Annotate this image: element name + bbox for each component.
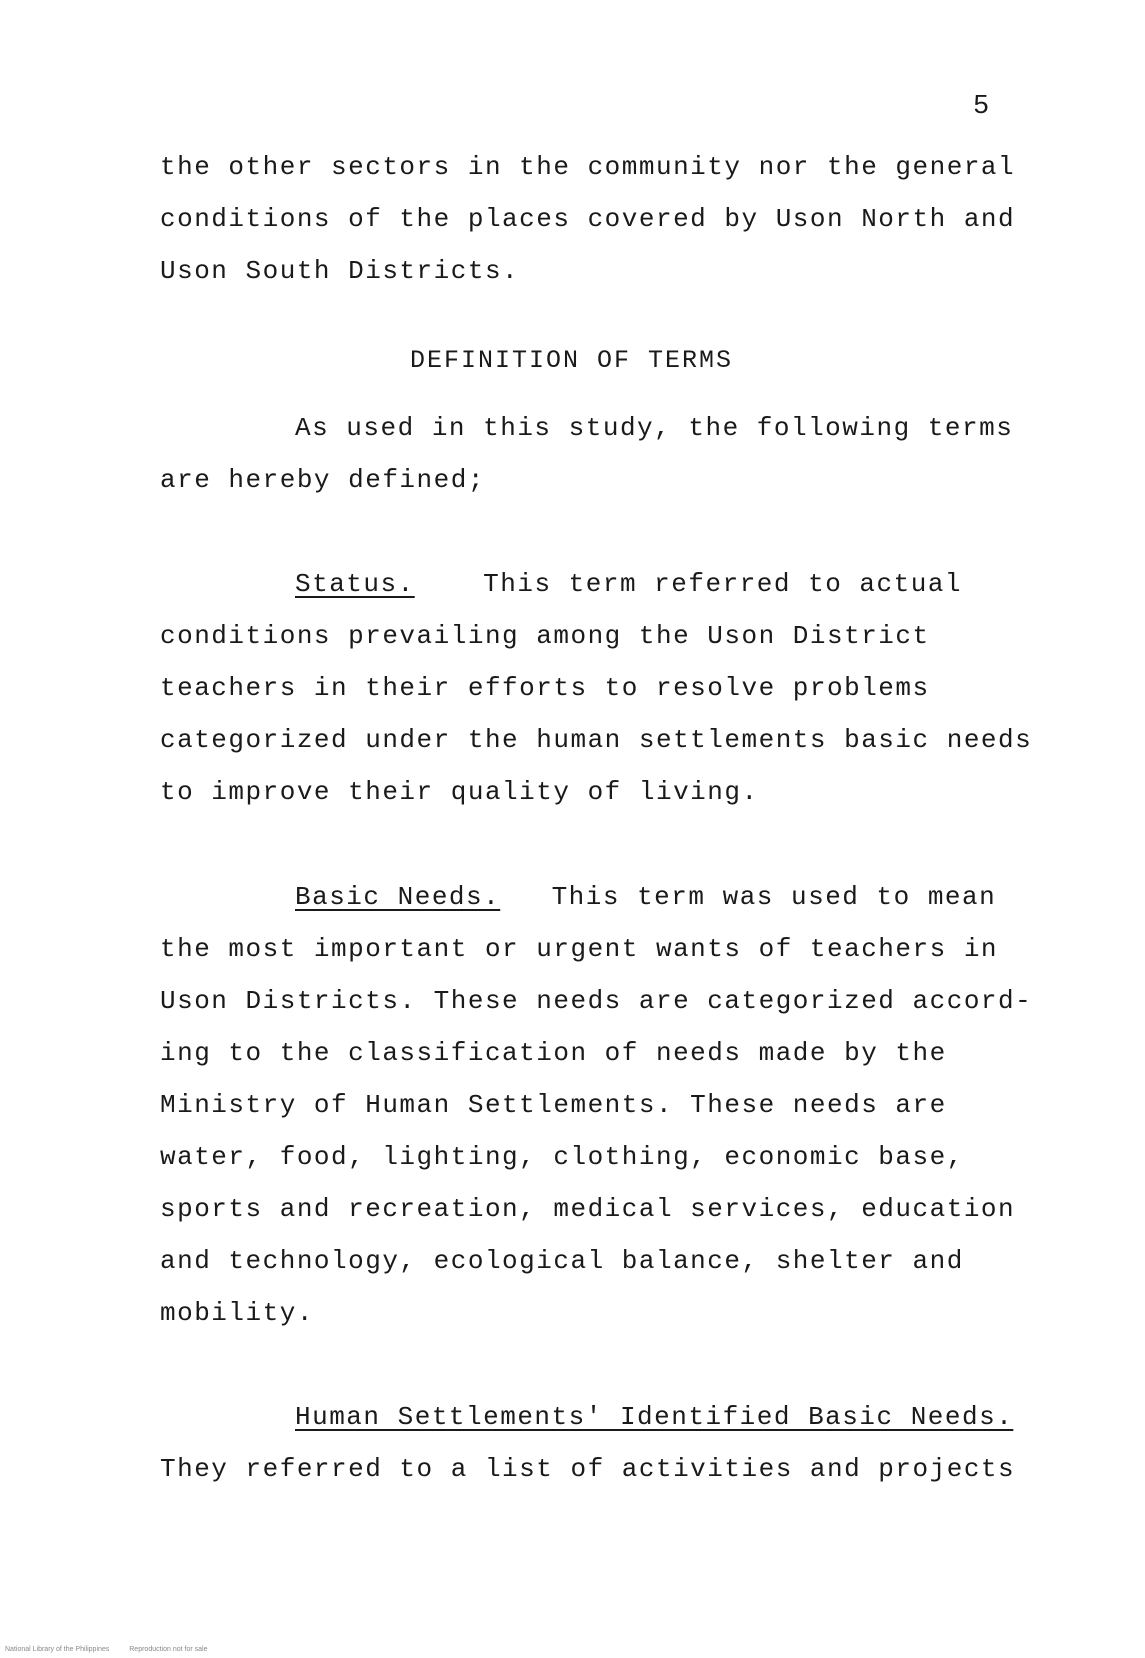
- identified-needs-term: Human Settlements' Identified Basic Needs.: [295, 1402, 1014, 1432]
- intro-line-1: the other sectors in the community nor the general: [160, 152, 1016, 182]
- status-first-line-text: This term referred to actual: [483, 569, 963, 599]
- status-definition-first-line: [295, 567, 962, 601]
- basic-needs-line: ing to the classification of needs made by the: [160, 1038, 947, 1068]
- basic-needs-first-line-text: This term was used to mean: [551, 882, 997, 912]
- basic-needs-line: mobility.: [160, 1298, 314, 1328]
- status-line: conditions prevailing among the Uson District: [160, 621, 930, 651]
- basic-needs-line: water, food, lighting, clothing, economic base,: [160, 1142, 964, 1172]
- identified-needs-first-line: [295, 1400, 1013, 1434]
- intro-line-2: conditions of the places covered by Uson North and: [160, 204, 1016, 234]
- basic-needs-definition-first-line: [295, 880, 996, 914]
- basic-needs-line: the most important or urgent wants of teachers in: [160, 934, 999, 964]
- preface-line-2: are hereby defined;: [160, 465, 485, 495]
- status-term: Status.: [295, 569, 415, 599]
- section-heading: DEFINITION OF TERMS: [410, 346, 734, 375]
- intro-line-3: Uson South Districts.: [160, 256, 520, 286]
- basic-needs-term: Basic Needs.: [295, 882, 501, 912]
- preface-line-1: As used in this study, the following terms: [295, 413, 1014, 443]
- basic-needs-line: Ministry of Human Settlements. These needs are: [160, 1090, 947, 1120]
- basic-needs-line: and technology, ecological balance, shelter and: [160, 1246, 964, 1276]
- identified-needs-line: They referred to a list of activities and projects: [160, 1454, 1016, 1484]
- footer-right: Reproduction not for sale: [129, 1646, 208, 1653]
- basic-needs-line: Uson Districts. These needs are categorized accord-: [160, 986, 1033, 1016]
- footer-watermark: [5, 1646, 225, 1653]
- status-line: teachers in their efforts to resolve problems: [160, 673, 930, 703]
- status-line: to improve their quality of living.: [160, 777, 759, 807]
- basic-needs-line: sports and recreation, medical services, education: [160, 1194, 1016, 1224]
- page-number: 5: [973, 92, 990, 122]
- status-line: categorized under the human settlements basic needs: [160, 725, 1033, 755]
- footer-left: National Library of the Philippines: [5, 1646, 110, 1653]
